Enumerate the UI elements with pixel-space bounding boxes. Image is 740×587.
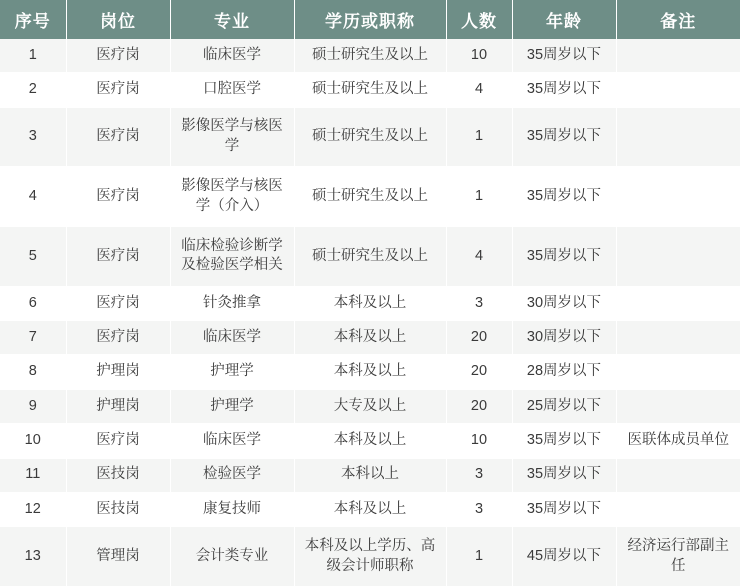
cell-major-text: 临床医学 — [203, 328, 261, 345]
cell-count-text: 3 — [474, 500, 484, 517]
column-header-no: 序号 — [0, 0, 66, 39]
cell-no — [0, 424, 66, 458]
cell-post-text: 护理岗 — [96, 397, 140, 414]
cell-major-text: 会计类专业 — [195, 547, 269, 564]
cell-age — [512, 527, 616, 587]
cell-education-text: 本科及以上 — [333, 500, 407, 517]
cell-major-text: 临床检验诊断学及检验医学相关 — [181, 237, 283, 274]
cell-note — [616, 458, 740, 492]
cell-count — [446, 389, 512, 423]
cell-note — [616, 492, 740, 526]
column-header-count: 人数 — [446, 0, 512, 39]
cell-post — [66, 355, 170, 389]
cell-no — [0, 107, 66, 167]
cell-no-text: 4 — [28, 187, 37, 204]
cell-post-text: 医技岗 — [96, 466, 140, 483]
cell-education — [294, 321, 446, 355]
table-header — [0, 0, 740, 39]
table-row — [0, 39, 740, 73]
cell-post — [66, 527, 170, 587]
cell-no-text: 2 — [28, 81, 37, 98]
cell-major — [170, 321, 294, 355]
cell-major — [170, 389, 294, 423]
cell-major — [170, 107, 294, 167]
cell-major — [170, 492, 294, 526]
cell-education-text: 硕士研究生及以上 — [312, 128, 428, 145]
cell-note — [616, 424, 740, 458]
cell-education — [294, 73, 446, 107]
cell-count — [446, 39, 512, 73]
table-row — [0, 226, 740, 286]
cell-note — [616, 167, 740, 227]
cell-age — [512, 226, 616, 286]
cell-count — [446, 424, 512, 458]
cell-major-text: 护理学 — [210, 397, 254, 414]
cell-major-text: 口腔医学 — [203, 81, 261, 98]
cell-education — [294, 167, 446, 227]
cell-major-text: 影像医学与核医学（介入） — [181, 178, 283, 214]
cell-count — [446, 167, 512, 227]
cell-count-text: 20 — [470, 397, 488, 414]
cell-age — [512, 492, 616, 526]
cell-age-text: 25周岁以下 — [526, 397, 602, 414]
cell-count-text: 20 — [470, 363, 488, 380]
cell-post — [66, 424, 170, 458]
cell-age-text: 28周岁以下 — [526, 363, 602, 380]
cell-count-text: 3 — [474, 294, 484, 311]
cell-no-text: 7 — [28, 328, 37, 345]
cell-count — [446, 527, 512, 587]
cell-no-text: 13 — [24, 547, 41, 564]
cell-education-text: 硕士研究生及以上 — [312, 46, 428, 63]
cell-count — [446, 286, 512, 320]
cell-education — [294, 39, 446, 73]
cell-no — [0, 286, 66, 320]
cell-no-text: 12 — [24, 500, 41, 517]
cell-age-text: 30周岁以下 — [526, 328, 602, 345]
cell-post-text: 医疗岗 — [96, 128, 140, 145]
table-row — [0, 424, 740, 458]
cell-note — [616, 321, 740, 355]
cell-count-text: 10 — [470, 46, 488, 63]
cell-age — [512, 389, 616, 423]
cell-major-text: 检验医学 — [203, 466, 261, 483]
cell-note — [616, 39, 740, 73]
cell-age-text: 35周岁以下 — [526, 81, 602, 98]
cell-no — [0, 167, 66, 227]
cell-major-text: 临床医学 — [203, 432, 261, 449]
cell-age-text: 35周岁以下 — [526, 128, 602, 145]
cell-age-text: 45周岁以下 — [526, 547, 602, 564]
cell-education-text: 本科及以上学历、高级会计师职称 — [304, 538, 436, 574]
cell-education-text: 本科及以上 — [333, 363, 407, 380]
cell-education-text: 本科及以上 — [333, 328, 407, 345]
cell-education-text: 本科及以上 — [333, 432, 407, 449]
table-row — [0, 458, 740, 492]
cell-post — [66, 458, 170, 492]
column-header-age: 年龄 — [512, 0, 616, 39]
cell-major — [170, 458, 294, 492]
cell-count-text: 4 — [474, 81, 484, 98]
cell-no-text: 10 — [24, 432, 41, 449]
cell-post-text: 医疗岗 — [96, 247, 140, 264]
cell-education — [294, 389, 446, 423]
cell-no — [0, 73, 66, 107]
cell-note-text: 经济运行部副主任 — [627, 538, 729, 574]
table-row — [0, 355, 740, 389]
cell-major-text: 护理学 — [210, 363, 254, 380]
cell-major — [170, 424, 294, 458]
cell-note — [616, 107, 740, 167]
cell-age — [512, 424, 616, 458]
table-row — [0, 286, 740, 320]
cell-age-text: 35周岁以下 — [526, 432, 602, 449]
cell-age — [512, 167, 616, 227]
table-body — [0, 39, 740, 587]
cell-education — [294, 458, 446, 492]
cell-age — [512, 355, 616, 389]
cell-post — [66, 39, 170, 73]
cell-age-text: 35周岁以下 — [526, 247, 602, 264]
column-header-post: 岗位 — [66, 0, 170, 39]
cell-education-text: 本科以上 — [341, 466, 399, 483]
cell-count — [446, 107, 512, 167]
cell-age-text: 35周岁以下 — [526, 500, 602, 517]
cell-post-text: 管理岗 — [96, 547, 140, 564]
cell-major — [170, 286, 294, 320]
cell-count-text: 20 — [470, 328, 488, 345]
cell-major-text: 影像医学与核医学 — [181, 118, 283, 154]
cell-note — [616, 286, 740, 320]
cell-education — [294, 226, 446, 286]
column-header-note: 备注 — [616, 0, 740, 39]
cell-count — [446, 73, 512, 107]
cell-age — [512, 107, 616, 167]
cell-no — [0, 492, 66, 526]
cell-post-text: 医技岗 — [96, 500, 140, 517]
cell-education-text: 硕士研究生及以上 — [312, 81, 428, 98]
cell-age — [512, 458, 616, 492]
cell-note — [616, 73, 740, 107]
cell-post — [66, 107, 170, 167]
cell-age-text: 35周岁以下 — [526, 46, 602, 63]
cell-age-text: 30周岁以下 — [526, 294, 602, 311]
cell-count — [446, 458, 512, 492]
cell-education-text: 硕士研究生及以上 — [312, 187, 428, 204]
cell-post — [66, 226, 170, 286]
cell-no — [0, 389, 66, 423]
cell-no — [0, 39, 66, 73]
cell-post — [66, 389, 170, 423]
cell-no-text: 5 — [28, 247, 37, 264]
cell-education-text: 硕士研究生及以上 — [312, 247, 428, 264]
cell-no — [0, 355, 66, 389]
cell-note — [616, 226, 740, 286]
cell-post-text: 医疗岗 — [96, 187, 140, 204]
cell-post — [66, 492, 170, 526]
cell-post — [66, 167, 170, 227]
cell-post — [66, 286, 170, 320]
cell-post-text: 医疗岗 — [96, 46, 140, 63]
cell-major — [170, 355, 294, 389]
cell-no-text: 11 — [25, 466, 41, 483]
cell-major — [170, 167, 294, 227]
cell-count-text: 4 — [474, 247, 484, 264]
cell-education — [294, 355, 446, 389]
cell-no — [0, 226, 66, 286]
cell-education-text: 大专及以上 — [333, 397, 407, 414]
table-row — [0, 321, 740, 355]
cell-no-text: 3 — [28, 128, 37, 145]
cell-count-text: 1 — [474, 547, 484, 564]
cell-major-text: 针灸推拿 — [203, 294, 261, 311]
cell-education-text: 本科及以上 — [333, 294, 407, 311]
column-header-education: 学历或职称 — [294, 0, 446, 39]
cell-count-text: 3 — [474, 466, 484, 483]
cell-post-text: 医疗岗 — [96, 432, 140, 449]
cell-no — [0, 321, 66, 355]
cell-count-text: 10 — [470, 432, 488, 449]
cell-post-text: 医疗岗 — [96, 294, 140, 311]
cell-education — [294, 492, 446, 526]
cell-count — [446, 492, 512, 526]
cell-note-text: 医联体成员单位 — [627, 432, 729, 449]
cell-age — [512, 321, 616, 355]
cell-post — [66, 321, 170, 355]
cell-major-text: 临床医学 — [203, 46, 261, 63]
cell-no — [0, 527, 66, 587]
table-row — [0, 527, 740, 587]
column-header-major: 专业 — [170, 0, 294, 39]
cell-major-text: 康复技师 — [203, 500, 261, 517]
table-row — [0, 492, 740, 526]
cell-major — [170, 527, 294, 587]
cell-count-text: 1 — [474, 187, 484, 204]
cell-note — [616, 527, 740, 587]
cell-age — [512, 39, 616, 73]
table-row — [0, 389, 740, 423]
cell-count — [446, 226, 512, 286]
cell-education — [294, 107, 446, 167]
table-row — [0, 73, 740, 107]
cell-post-text: 医疗岗 — [96, 81, 140, 98]
cell-no-text: 8 — [28, 363, 37, 380]
cell-major — [170, 39, 294, 73]
cell-note — [616, 355, 740, 389]
cell-no-text: 1 — [28, 46, 37, 63]
cell-education — [294, 527, 446, 587]
cell-no-text: 6 — [28, 294, 37, 311]
table-row — [0, 167, 740, 227]
cell-age-text: 35周岁以下 — [526, 466, 602, 483]
cell-major — [170, 73, 294, 107]
cell-note — [616, 389, 740, 423]
table-row — [0, 107, 740, 167]
cell-post — [66, 73, 170, 107]
cell-education — [294, 286, 446, 320]
table-header-row — [0, 0, 740, 39]
cell-count — [446, 321, 512, 355]
cell-count-text: 1 — [474, 128, 484, 145]
cell-post-text: 医疗岗 — [96, 328, 140, 345]
cell-post-text: 护理岗 — [96, 363, 140, 380]
cell-education — [294, 424, 446, 458]
cell-count — [446, 355, 512, 389]
cell-no — [0, 458, 66, 492]
cell-age — [512, 286, 616, 320]
cell-major — [170, 226, 294, 286]
cell-no-text: 9 — [28, 397, 37, 414]
cell-age-text: 35周岁以下 — [526, 187, 602, 204]
cell-age — [512, 73, 616, 107]
